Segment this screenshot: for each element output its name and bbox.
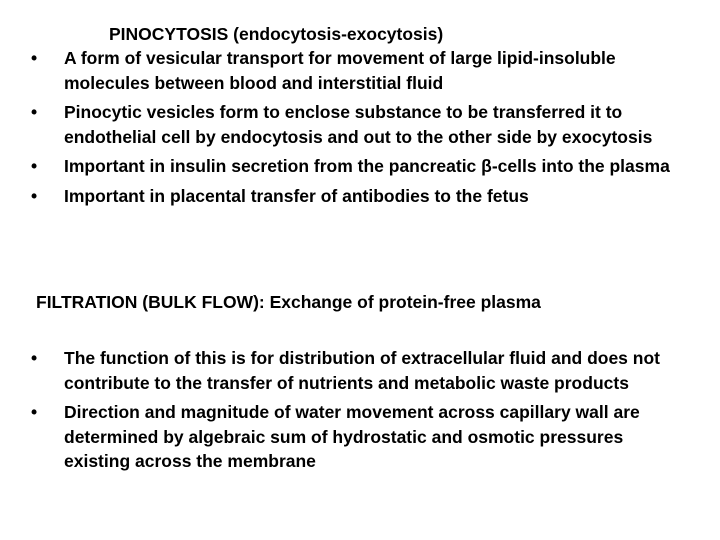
bullet-icon: • bbox=[31, 48, 38, 68]
list-item bbox=[0, 100, 720, 149]
list-item-text: Important in placental transfer of antibodies to the fetus bbox=[64, 185, 529, 206]
filtration-bullet-list bbox=[0, 346, 720, 474]
bullet-icon: • bbox=[31, 402, 38, 422]
pinocytosis-heading: PINOCYTOSIS (endocytosis-exocytosis) bbox=[109, 24, 444, 44]
list-item bbox=[0, 400, 720, 474]
list-item-text: Direction and magnitude of water movement across capillary wall are determined by algebraic sum of hydrostatic and osmotic pressures existing across the membrane bbox=[64, 402, 640, 471]
list-item bbox=[0, 346, 720, 395]
list-item-text: Important in insulin secretion from the pancreatic β-cells into the plasma bbox=[64, 156, 670, 176]
bullet-icon: • bbox=[31, 156, 38, 176]
list-item bbox=[0, 184, 720, 209]
list-item-text: The function of this is for distribution of extracellular fluid and does not contribute to the transfer of nutrients and metabolic waste products bbox=[64, 348, 660, 393]
bullet-icon: • bbox=[31, 102, 38, 122]
list-item bbox=[0, 46, 720, 95]
list-item-text: A form of vesicular transport for movement of large lipid-insoluble molecules between blood and interstitial fluid bbox=[64, 48, 616, 93]
filtration-heading: FILTRATION (BULK FLOW): Exchange of protein-free plasma bbox=[36, 292, 541, 312]
pinocytosis-bullet-list bbox=[0, 46, 720, 208]
list-item bbox=[0, 154, 720, 179]
bullet-icon: • bbox=[31, 185, 38, 206]
list-item-text: Pinocytic vesicles form to enclose substance to be transferred it to endothelial cell by endocytosis and out to the other side by exocytosis bbox=[64, 102, 653, 147]
bullet-icon: • bbox=[31, 348, 38, 368]
